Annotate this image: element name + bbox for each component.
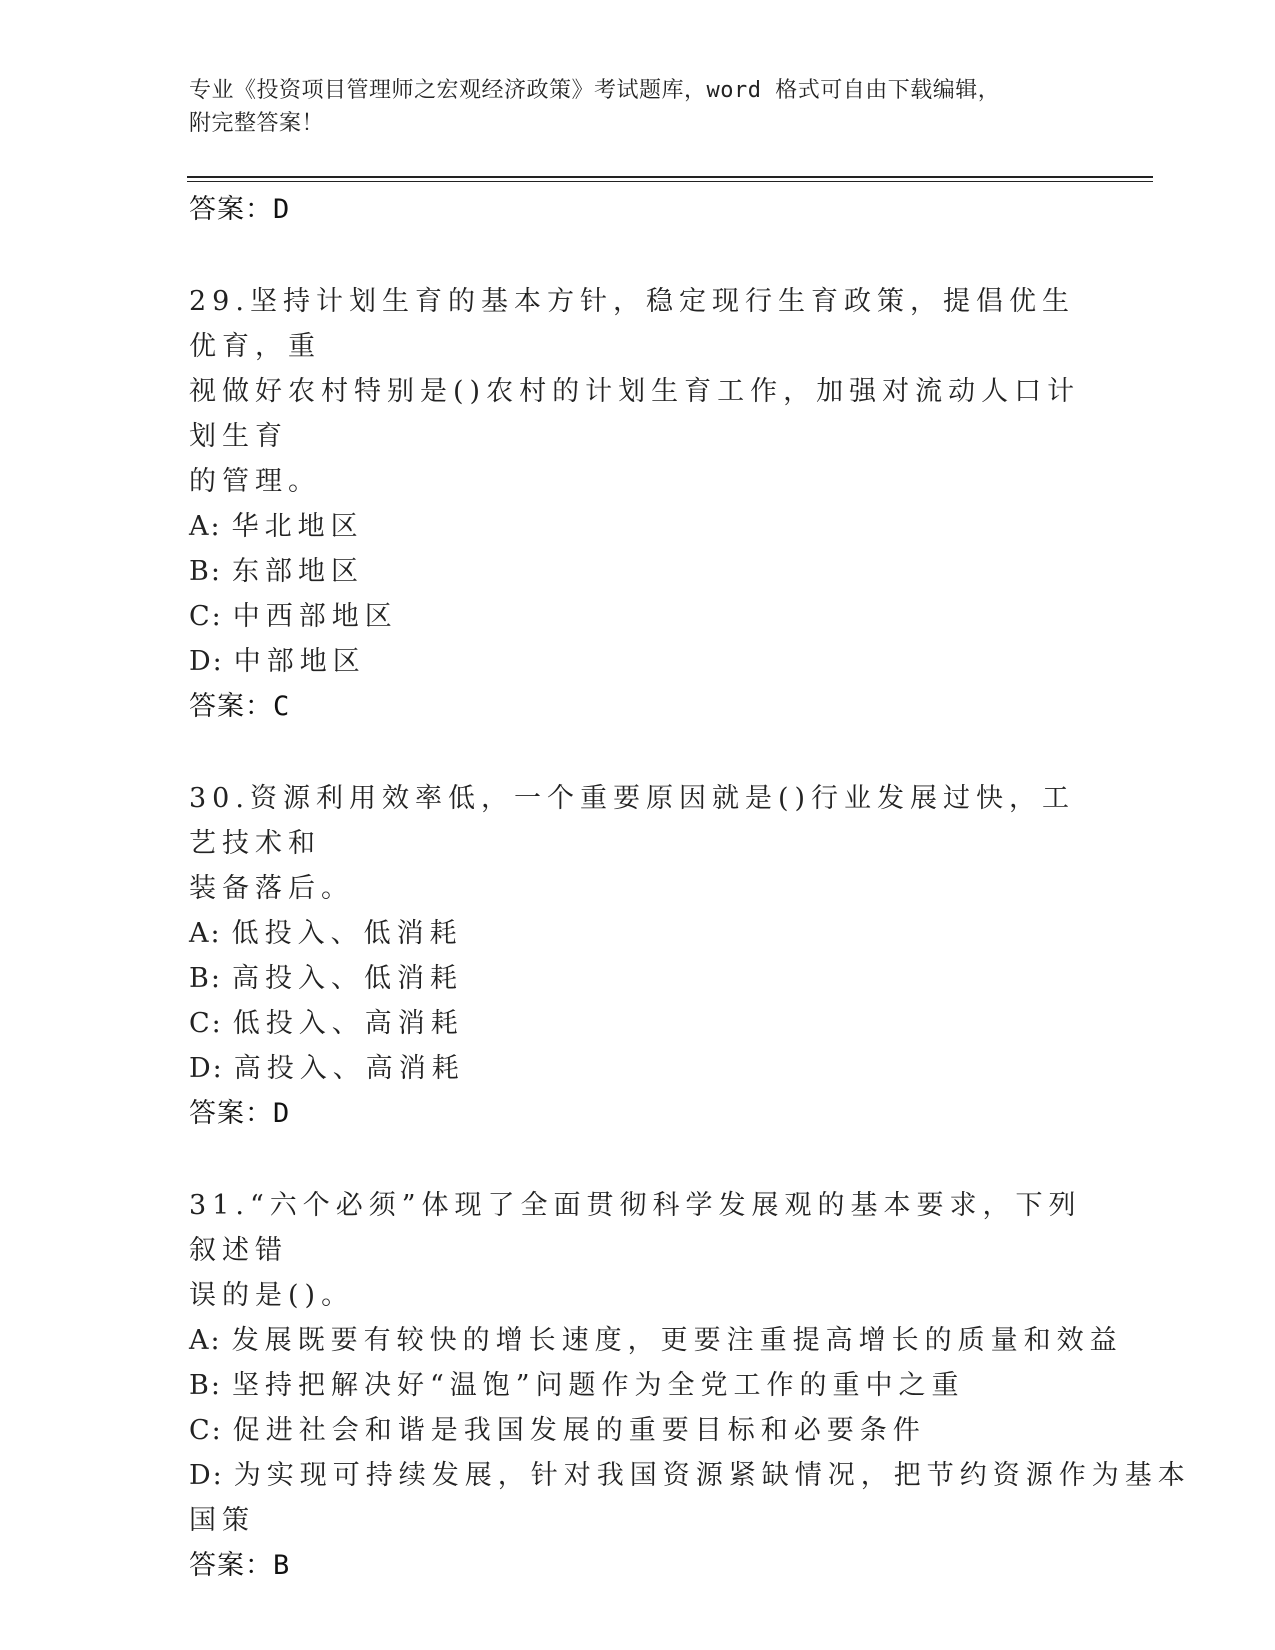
option-a [189, 1318, 1123, 1363]
question-stem [189, 1183, 1089, 1318]
spacer [189, 730, 1089, 776]
option-text: 坚持把解决好“温饱”问题作为全党工作的重中之重 [231, 1370, 965, 1401]
answer-label: 答案： [189, 1550, 273, 1581]
option-b [189, 549, 1089, 594]
option-text: 高投入、低消耗 [231, 963, 463, 994]
option-text: 东部地区 [231, 556, 364, 587]
option-text: 华北地区 [231, 511, 364, 542]
answer-value: B [273, 1550, 291, 1581]
option-b [189, 956, 1089, 1001]
option-text: 高投入、高消耗 [233, 1053, 465, 1084]
option-key: D: [189, 646, 224, 677]
option-text: 低投入、低消耗 [231, 918, 463, 949]
answer-value: D [273, 1098, 291, 1129]
option-key: A: [189, 1325, 222, 1356]
option-key: C: [189, 601, 223, 632]
question-31 [189, 1183, 1191, 1589]
spacer [189, 1137, 1089, 1183]
spacer [189, 233, 1089, 279]
document-header [189, 74, 1069, 140]
question-stem [189, 279, 1089, 504]
option-key: B: [189, 1370, 222, 1401]
header-line-2: 附完整答案！ [189, 111, 325, 136]
option-text: 中西部地区 [232, 601, 398, 632]
stem-line: 29.坚持计划生育的基本方针，稳定现行生育政策，提倡优生优育，重 [189, 286, 1075, 362]
stem-line: 视做好农村特别是()农村的计划生育工作，加强对流动人口计划生育 [189, 376, 1081, 452]
stem-line: 30.资源利用效率低，一个重要原因就是()行业发展过快，工艺技术和 [189, 783, 1076, 859]
option-d [189, 1453, 1191, 1498]
option-a [189, 911, 1089, 956]
option-d [189, 639, 1089, 684]
question-list [189, 187, 1191, 1589]
option-text: 中部地区 [233, 646, 366, 677]
stem-line: 误的是()。 [189, 1280, 355, 1311]
option-key: D: [189, 1053, 224, 1084]
option-text: 国策 [189, 1505, 255, 1536]
option-text: 促进社会和谐是我国发展的重要目标和必要条件 [232, 1415, 926, 1446]
option-text: 低投入、高消耗 [232, 1008, 464, 1039]
stem-line: 31.“六个必须”体现了全面贯彻科学发展观的基本要求，下列叙述错 [189, 1190, 1082, 1266]
header-divider-thick [187, 176, 1153, 178]
header-line-1: 专业《投资项目管理师之宏观经济政策》考试题库，word 格式可自由下载编辑， [189, 78, 1001, 103]
option-key: B: [189, 963, 222, 994]
option-c [189, 1408, 1089, 1453]
option-b [189, 1363, 1089, 1408]
answer-value: C [273, 691, 291, 722]
prev-answer [189, 187, 1089, 233]
question-29 [189, 279, 1089, 730]
option-c [189, 1001, 1089, 1046]
question-stem [189, 776, 1089, 911]
question-answer [189, 684, 1089, 730]
option-key: A: [189, 511, 222, 542]
option-key: C: [189, 1415, 223, 1446]
stem-line: 装备落后。 [189, 873, 354, 904]
option-key: A: [189, 918, 222, 949]
question-answer [189, 1091, 1089, 1137]
option-d [189, 1046, 1089, 1091]
stem-line: 的管理。 [189, 466, 321, 497]
answer-label: 答案： [189, 194, 273, 225]
question-30 [189, 776, 1089, 1137]
option-text: 发展既要有较快的增长速度，更要注重提高增长的质量和效益 [231, 1325, 1123, 1356]
option-key: D: [189, 1460, 224, 1491]
header-divider-thin [187, 181, 1153, 182]
option-d-continued [189, 1498, 1089, 1543]
option-key: B: [189, 556, 222, 587]
answer-value: D [273, 194, 291, 225]
option-key: C: [189, 1008, 223, 1039]
option-a [189, 504, 1089, 549]
option-c [189, 594, 1089, 639]
option-text: 为实现可持续发展，针对我国资源紧缺情况，把节约资源作为基本 [233, 1460, 1191, 1491]
question-answer [189, 1543, 1089, 1589]
answer-label: 答案： [189, 691, 273, 722]
answer-label: 答案： [189, 1098, 273, 1129]
